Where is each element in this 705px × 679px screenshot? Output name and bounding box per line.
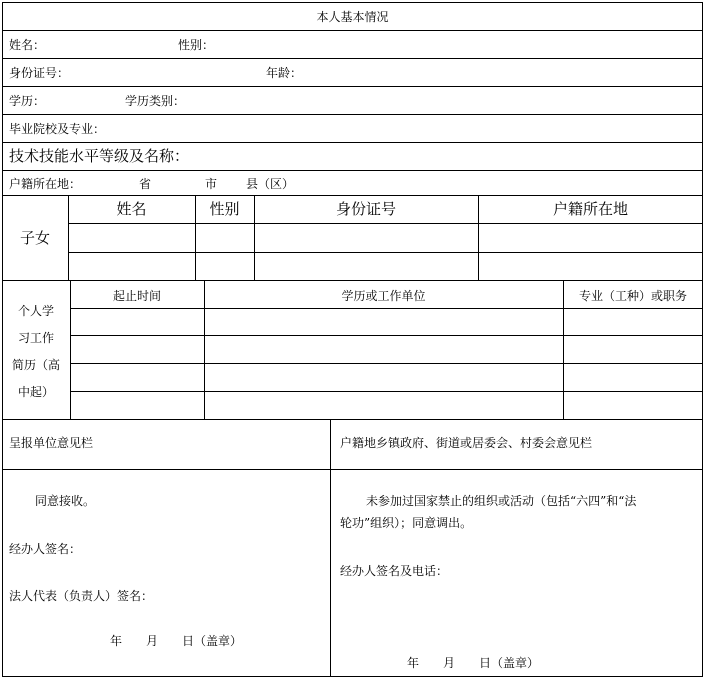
row-line <box>2 419 703 420</box>
row-line <box>68 252 703 253</box>
row-line <box>2 170 703 171</box>
hukou-authority-opinion-header: 户籍地乡镇政府、街道或居委会、村委会意见栏 <box>340 436 593 450</box>
resume-section-label-line1: 个人学 <box>17 304 54 318</box>
statement-line-1: 未参加过国家禁止的组织或活动（包括“六四”和“法 <box>366 494 637 508</box>
statement-line-2: 轮功”组织）；同意调出。 <box>340 516 473 530</box>
children-col-name: 姓名 <box>116 200 147 218</box>
children-col-id: 身份证号 <box>335 200 396 218</box>
handler-signature-label: 经办人签名： <box>9 542 82 556</box>
city-label: 市 <box>205 177 218 191</box>
row-line <box>70 335 703 336</box>
resume-col-position: 专业（工种）或职务 <box>578 289 687 303</box>
resume-section-label-line4: 中起） <box>17 385 54 399</box>
row-line <box>2 469 703 470</box>
form-title: 本人基本情况 <box>316 10 389 24</box>
agree-accept-text: 同意接收。 <box>35 494 96 508</box>
resume-section-label-line2: 习工作 <box>17 331 54 345</box>
resume-section-label-line3: 简历（高 <box>11 358 60 372</box>
gender-label: 性别： <box>178 38 215 52</box>
row-line <box>2 114 703 115</box>
county-label: 县（区） <box>246 177 295 191</box>
skill-level-label: 技术技能水平等级及名称： <box>9 147 190 165</box>
row-line <box>2 280 703 281</box>
row-line <box>2 142 703 143</box>
children-col-gender: 性别 <box>209 200 240 218</box>
resume-col-period: 起止时间 <box>112 289 161 303</box>
col-line <box>330 419 331 677</box>
school-major-label: 毕业院校及专业： <box>9 122 106 136</box>
hukou-label: 户籍所在地： <box>9 177 82 191</box>
row-line <box>68 223 703 224</box>
province-label: 省 <box>139 177 152 191</box>
row-line <box>70 363 703 364</box>
right-date-stamp: 年 月 日（盖章） <box>407 656 540 670</box>
row-line <box>70 391 703 392</box>
row-line <box>2 86 703 87</box>
row-line <box>70 308 703 309</box>
children-section-label: 子女 <box>19 229 50 247</box>
legal-rep-signature-label: 法人代表（负责人）签名： <box>9 589 154 603</box>
name-label: 姓名： <box>9 38 46 52</box>
age-label: 年龄： <box>266 66 303 80</box>
education-type-label: 学历类别： <box>125 94 186 108</box>
id-number-label: 身份证号： <box>9 66 70 80</box>
left-date-stamp: 年 月 日（盖章） <box>110 634 243 648</box>
education-label: 学历： <box>9 94 46 108</box>
row-line <box>2 58 703 59</box>
children-col-hukou: 户籍所在地 <box>552 200 628 218</box>
handler-signature-phone-label: 经办人签名及电话： <box>340 564 449 578</box>
row-line <box>2 195 703 196</box>
reporting-unit-opinion-header: 呈报单位意见栏 <box>9 436 94 450</box>
resume-col-unit: 学历或工作单位 <box>341 289 426 303</box>
row-line <box>2 30 703 31</box>
